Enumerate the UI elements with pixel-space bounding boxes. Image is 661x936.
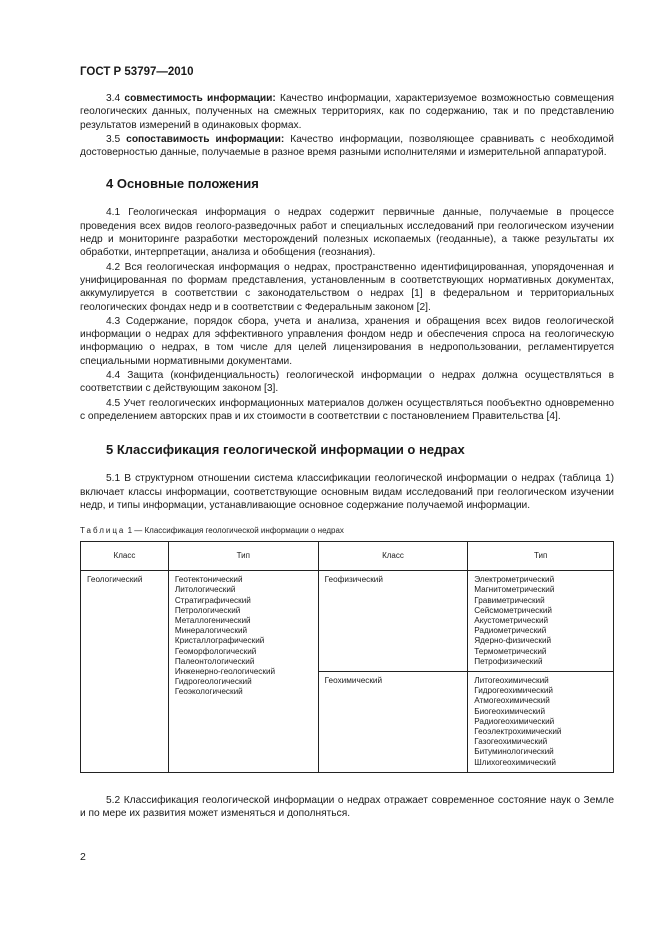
page-header-standard: ГОСТ Р 53797—2010 (80, 66, 194, 78)
header-type: Тип (468, 542, 614, 571)
header-class: Класс (318, 542, 468, 571)
document-body (80, 92, 614, 820)
table-row (81, 571, 614, 672)
types-cell: Геотектонический Литологический Стратиграфический Петрологический Металлогенический Минералогический Кристаллографический Геоморфологический Палеонтологический Инженерно-геологический Гидрогеологический Геоэкологический (168, 571, 318, 773)
term-compatibility: 3.4 совместимость информации: Качество информации, характеризуемое возможностью совмещения геологических данных, полученных на смежных территориях, как по содержанию, так и по представлению результатов измерений в одинаковых формах. (80, 93, 614, 131)
page-number: 2 (80, 851, 86, 863)
paragraph-4-2: 4.2 Вся геологическая информация о недрах, пространственно идентифицированная, упорядоченная и унифицированная по формам представления, установленным в соответствующих нормативных документах, аккумулируется в соответствии с законодательством о недрах [1] в федеральном и территориальных геологических фондах недр и в соответствии с Федеральным законом [2]. (80, 261, 614, 313)
header-type: Тип (168, 542, 318, 571)
paragraph-4-3: 4.3 Содержание, порядок сбора, учета и анализа, хранения и обращения всех видов геологической информации о недрах для эффективного управления фондом недр и обеспечения спроса на геологическую информацию о недрах, в том числе для целей лицензирования в недропользовании, регламентируется специальными нормативными документами. (80, 315, 614, 367)
term-name: совместимость информации: (124, 93, 276, 104)
paragraph-5-1: 5.1 В структурном отношении система классификации геологической информации о недрах (таблица 1) включает классы информации, соответствующие основным видам исследований при геологическом изучении недр, и типы информации, устанавливающие основное содержание получаемой информации. (80, 473, 614, 511)
paragraph-4-1: 4.1 Геологическая информация о недрах содержит первичные данные, получаемые в процессе проведения всех видов геолого-разведочных работ и специальных исследований при геологическом изучении недр и мониторинге разработки месторождений полезных ископаемых (геоданные), а также результаты их обработки, интерпретации, анализа и обобщения (геознания). (80, 207, 614, 259)
class-cell: Геофизический (318, 571, 468, 672)
table-header-row (81, 542, 614, 571)
paragraph-5-2: 5.2 Классификация геологической информации о недрах отражает современное состояние наук о Земле и по мере их развития может изменяться и дополняться. (80, 794, 614, 820)
section-5-heading: 5 Классификация геологической информации о недрах (106, 442, 465, 458)
term-name: сопоставимость информации: (126, 133, 285, 145)
class-cell: Геохимический (318, 671, 468, 772)
header-class: Класс (81, 542, 169, 571)
paragraph-4-4: 4.4 Защита (конфиденциальность) геологической информации о недрах должна осуществляться в соответствии с действующим законом [3]. (80, 370, 614, 395)
section-4-heading: 4 Основные положения (106, 176, 259, 192)
paragraph-4-5: 4.5 Учет геологических информационных материалов должен осуществляться пообъектно одновременно с определением авторских прав и их стоимости в соответствии с постановлением Правительства [4]. (80, 397, 614, 422)
table-caption: Таблица 1 — Классификация геологической информации о недрах (80, 526, 344, 536)
types-cell: Электрометрический Магнитометрический Гравиметрический Сейсмометрический Акустометрический Радиометрический Ядерно-физический Термометрический Петрофизический (468, 571, 614, 672)
class-cell: Геологический (81, 571, 169, 773)
term-comparability: 3.5 сопоставимость информации: Качество информации, позволяющее сравнивать с необходимой достоверностью данные, получаемые в разное время разными исполнителями и измерительной аппаратурой. (80, 133, 614, 159)
types-cell: Литогеохимический Гидрогеохимический Атмогеохимический Биогеохимический Радиогеохимический Геоэлектрохимический Газогеохимический Битуминологический Шлихогеохимический (468, 671, 614, 772)
classification-table (80, 541, 614, 773)
